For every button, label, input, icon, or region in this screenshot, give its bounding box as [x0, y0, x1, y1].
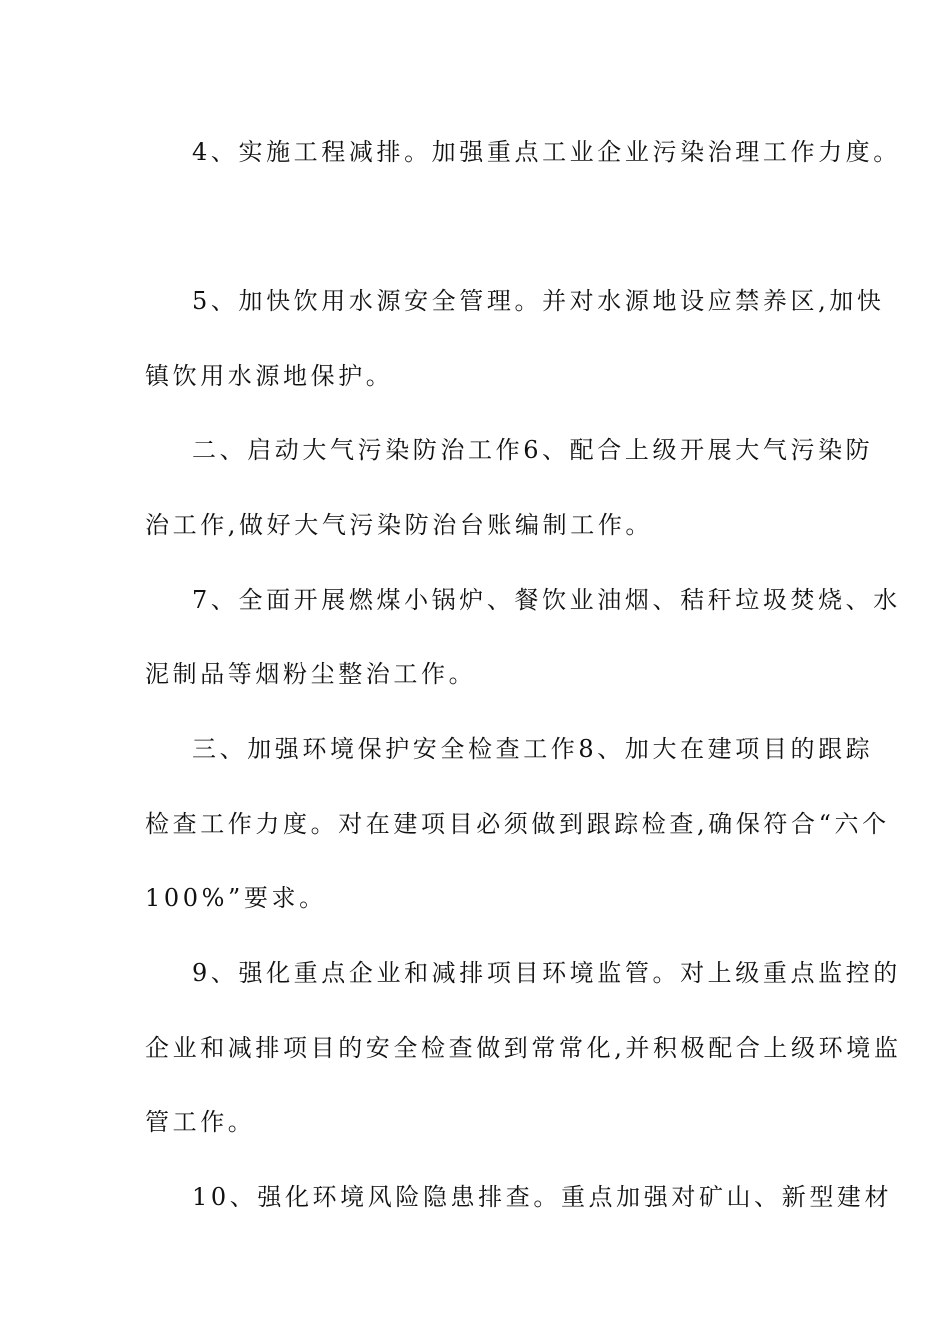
paragraph-9-line-3: 管工作。	[145, 1108, 256, 1136]
section-3-heading-line-2: 检查工作力度。对在建项目必须做到跟踪检查,确保符合“六个	[145, 810, 890, 838]
paragraph-7-line-1: 7、全面开展燃煤小锅炉、餐饮业油烟、秸秆垃圾焚烧、水	[192, 586, 901, 614]
section-3-heading-line-3: 100%”要求。	[145, 884, 327, 912]
section-3-heading-line-1: 三、加强环境保护安全检查工作8、加大在建项目的跟踪	[192, 735, 874, 763]
paragraph-5-line-2: 镇饮用水源地保护。	[145, 362, 394, 390]
section-2-heading-line-2: 治工作,做好大气污染防治台账编制工作。	[145, 511, 654, 539]
paragraph-4-line-1: 4、实施工程减排。加强重点工业企业污染治理工作力度。	[192, 138, 901, 166]
paragraph-9-line-2: 企业和减排项目的安全检查做到常常化,并积极配合上级环境监	[145, 1034, 902, 1062]
paragraph-9-line-1: 9、强化重点企业和减排项目环境监管。对上级重点监控的	[192, 959, 901, 987]
paragraph-5-line-1: 5、加快饮用水源安全管理。并对水源地设应禁养区,加快	[192, 287, 885, 315]
paragraph-7-line-2: 泥制品等烟粉尘整治工作。	[145, 660, 477, 688]
paragraph-10-line-1: 10、强化环境风险隐患排查。重点加强对矿山、新型建材	[192, 1183, 893, 1211]
section-2-heading-line-1: 二、启动大气污染防治工作6、配合上级开展大气污染防	[192, 436, 874, 464]
